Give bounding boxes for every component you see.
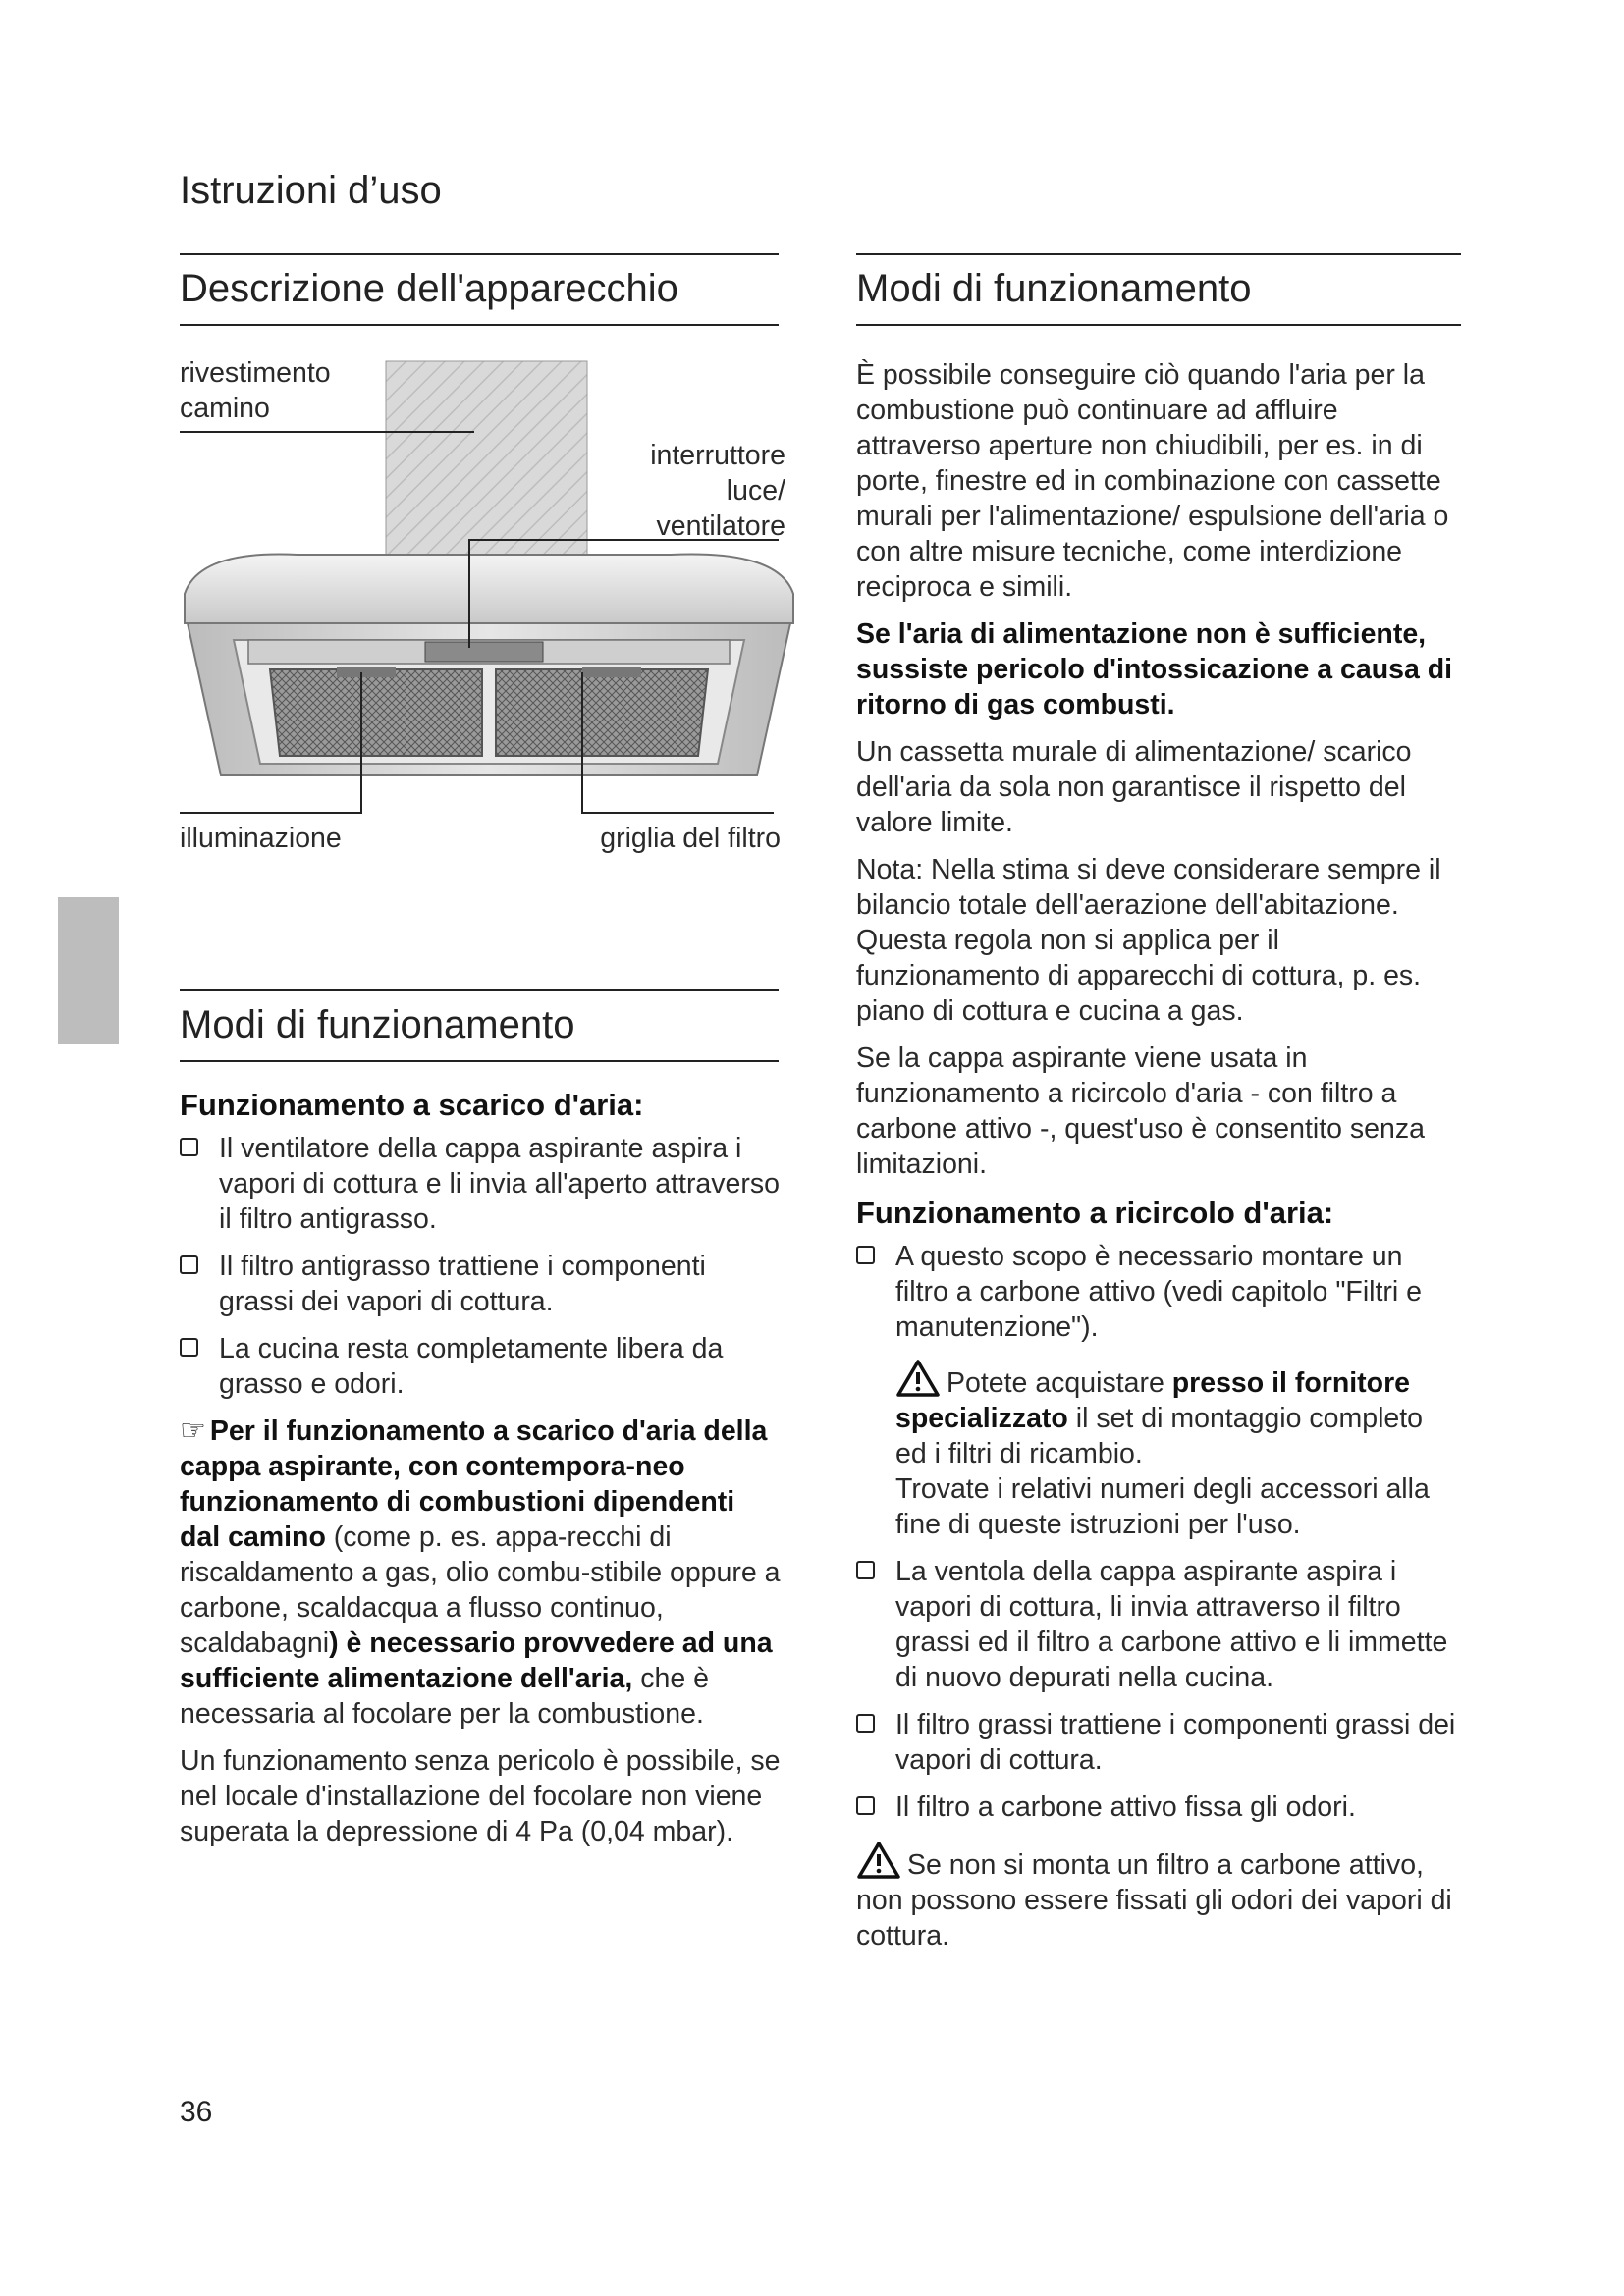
list-item-text: La cucina resta completamente libera da grasso e odori. — [219, 1333, 724, 1400]
paragraph-note: Nota: Nella stima si deve considerare sempre il bilancio totale dell'aerazione dell'abitazione. Questa regola non si applica per il funzionamento di apparecchi di cottura, p. es. piano di cottura e cucina a gas. — [856, 854, 1441, 1027]
caution-text-1: Potete acquistare — [947, 1367, 1172, 1399]
section-title-operating-modes-right: Modi di funzionamento — [856, 253, 1461, 326]
paragraph-recirculation-allowed: Se la cappa aspirante viene usata in funzionamento a ricircolo d'aria - con filtro a carbone attivo -, quest'uso è consentito senza limitazioni. — [856, 1042, 1425, 1180]
checkbox-bullet — [856, 1246, 875, 1264]
warning-triangle-icon — [895, 1359, 941, 1398]
chapter-tab-marker — [58, 897, 119, 1044]
list-item — [180, 1249, 781, 1319]
label-light-fan-switch — [609, 438, 785, 544]
list-item — [856, 1789, 1461, 1825]
label-chimney-line2: camino — [180, 393, 270, 424]
label-chimney-line1: rivestimento — [180, 357, 331, 389]
page-number: 36 — [180, 2096, 213, 2128]
caution-bold: presso il fornitore specializzato — [895, 1367, 1411, 1434]
warning-insufficient-air: Se l'aria di alimentazione non è sufficiente, sussiste pericolo d'intossicazione a causa di ritorno di gas combusti. — [856, 618, 1453, 721]
section-title-operating-modes-left: Modi di funzionamento — [180, 989, 779, 1062]
caution-text-3: Trovate i relativi numeri degli accessori alla fine di queste istruzioni per l'uso. — [895, 1473, 1430, 1540]
label-filter-grille: griglia del filtro — [600, 823, 781, 854]
checkbox-bullet — [856, 1796, 875, 1815]
paragraph-wall-box: Un cassetta murale di alimentazione/ scarico dell'aria da sola non garantisce il rispetto del valore limite. — [856, 736, 1412, 838]
list-item — [856, 1239, 1461, 1345]
label-switch-line2: luce/ — [726, 475, 785, 507]
right-text-column — [856, 357, 1461, 1965]
paragraph-safe-operation: Un funzionamento senza pericolo è possibile, se nel locale d'installazione del focolare non viene superata la depressione di 4 Pa (0,04 mbar). — [180, 1745, 781, 1847]
final-warning — [856, 1841, 1461, 1953]
list-item-text: A questo scopo è necessario montare un filtro a carbone attivo (vedi capitolo "Filtri e manutenzione"). — [895, 1241, 1423, 1343]
warning-triangle-icon — [856, 1841, 901, 1880]
subheading-exhaust-mode: Funzionamento a scarico d'aria: — [180, 1088, 644, 1122]
checkbox-bullet — [180, 1255, 198, 1274]
note-bold-1: Per il funzionamento a scarico d'aria della cappa aspirante, con contempora-neo funzionamento di combustioni dipendenti dal camino — [180, 1415, 768, 1553]
list-item-text: Il filtro grassi trattiene i componenti grassi dei vapori di cottura. — [895, 1709, 1456, 1776]
note-bold-2: ) è necessario provvedere ad una sufficiente alimentazione dell'aria, — [180, 1628, 773, 1694]
list-item-text: Il filtro a carbone attivo fissa gli odori. — [895, 1791, 1356, 1823]
label-chimney-cover — [180, 355, 331, 426]
list-item-text: Il ventilatore della cappa aspirante aspira i vapori di cottura e li invia all'aperto attraverso il filtro antigrasso. — [219, 1133, 780, 1235]
left-text-column — [180, 1086, 781, 1861]
note-paragraph — [180, 1414, 781, 1732]
list-item-text: La ventola della cappa aspirante aspira i vapori di cottura, li invia attraverso il filtro grassi ed il filtro a carbone attivo e li immette di nuovo depurati nella cucina. — [895, 1556, 1448, 1693]
caution-block — [856, 1359, 1461, 1542]
list-item — [856, 1554, 1461, 1695]
note-text-1: (come p. es. appa-recchi di riscaldamento a gas, olio combu-stibile oppure a carbone, scaldacqua a flusso continuo, scaldabagni — [180, 1522, 781, 1659]
checkbox-bullet — [180, 1138, 198, 1156]
list-item-text: Il filtro antigrasso trattiene i componenti grassi dei vapori di cottura. — [219, 1251, 706, 1317]
subheading-recirculation-mode: Funzionamento a ricircolo d'aria: — [856, 1196, 1334, 1230]
note-text-2: che è necessaria al focolare per la combustione. — [180, 1663, 709, 1730]
label-switch-line1: interruttore — [650, 440, 785, 471]
checkbox-bullet — [856, 1561, 875, 1579]
pointing-hand-icon: ☞ — [180, 1415, 206, 1447]
checkbox-bullet — [856, 1714, 875, 1733]
range-hood-diagram — [180, 353, 798, 864]
paragraph-air-supply: È possibile conseguire ciò quando l'aria per la combustione può continuare ad affluire attraverso aperture non chiudibili, per es. in di porte, finestre ed in combinazione con cassette murali per l'alimentazione/ espulsione dell'aria o con altre misure tecniche, come interdizione reciproca e simili. — [856, 359, 1449, 603]
list-item — [180, 1331, 781, 1402]
list-item — [180, 1131, 781, 1237]
list-item — [856, 1707, 1461, 1778]
final-warning-text: Se non si monta un filtro a carbone attivo, non possono essere fissati gli odori dei vapori di cottura. — [856, 1849, 1452, 1951]
label-lighting: illuminazione — [180, 823, 342, 854]
checkbox-bullet — [180, 1338, 198, 1357]
label-switch-line3: ventilatore — [656, 510, 785, 542]
page-title: Istruzioni d’uso — [180, 169, 442, 212]
caution-text-2: il set di montaggio completo ed i filtri di ricambio. — [895, 1403, 1424, 1469]
section-title-description: Descrizione dell'apparecchio — [180, 253, 779, 326]
